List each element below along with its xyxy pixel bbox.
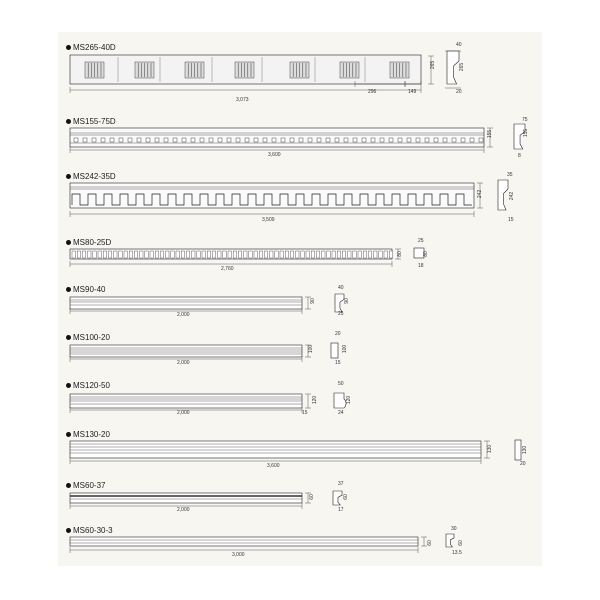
base-dimension: 15 <box>508 217 514 223</box>
bead-block <box>342 251 345 258</box>
dentil-block <box>353 138 357 142</box>
bead-block <box>259 251 262 258</box>
bead-block <box>72 251 75 258</box>
section-ms265-40d <box>447 51 459 84</box>
section-height-dimension: 60 <box>457 540 464 546</box>
dentil-block <box>326 138 330 142</box>
length-dimension: 2,000 <box>177 507 190 513</box>
dentil-block <box>182 138 186 142</box>
dentil-block <box>92 138 96 142</box>
bead-block <box>166 251 169 258</box>
height-dimension: 90 <box>309 298 316 304</box>
dentil-block <box>398 138 402 142</box>
dentil-block <box>479 138 483 142</box>
base-dimension: 24 <box>338 410 344 416</box>
bead-block <box>233 251 236 258</box>
dentil-block <box>263 138 267 142</box>
dentil-block <box>272 138 276 142</box>
bead-block <box>103 251 106 258</box>
bead-block <box>197 251 200 258</box>
bead-block <box>249 251 252 258</box>
dentil-block <box>290 138 294 142</box>
projection-dimension: 30 <box>451 526 457 532</box>
product-label-ms60-30-3: MS60-30-3 <box>66 526 113 535</box>
bead-block <box>270 251 273 258</box>
bead-block <box>119 251 122 258</box>
bead-block <box>212 251 215 258</box>
product-label-ms130-20: MS130-20 <box>66 430 110 439</box>
bead-block <box>207 251 210 258</box>
product-label-ms265-40d: MS265-40D <box>66 43 116 52</box>
dentil-block <box>461 138 465 142</box>
bead-block <box>306 251 309 258</box>
bead-block <box>316 251 319 258</box>
dentil-block <box>164 138 168 142</box>
section-ms60-37 <box>333 491 342 505</box>
section-ms60-30-3 <box>446 534 454 547</box>
bead-block <box>311 251 314 258</box>
bead-block <box>202 251 205 258</box>
bead-block <box>285 251 288 258</box>
bead-block <box>363 251 366 258</box>
bead-block <box>88 251 91 258</box>
projection-dimension: 75 <box>522 117 528 123</box>
dentil-block <box>335 138 339 142</box>
molding-ms100-20 <box>70 345 302 357</box>
bead-block <box>384 251 387 258</box>
bead-block <box>254 251 257 258</box>
section-ms120-50 <box>334 393 346 408</box>
bead-block <box>389 251 392 258</box>
projection-dimension: 40 <box>456 42 462 48</box>
section-height-dimension: 100 <box>342 344 349 354</box>
product-label-ms155-75d: MS155-75D <box>66 117 116 126</box>
length-dimension: 2,000 <box>177 410 190 416</box>
bead-block <box>176 251 179 258</box>
projection-dimension: 40 <box>338 285 344 291</box>
dentil-block <box>443 138 447 142</box>
dentil-block <box>128 138 132 142</box>
dentil-block <box>173 138 177 142</box>
molding-ms130-20 <box>70 441 481 458</box>
dentil-block <box>425 138 429 142</box>
bead-block <box>374 251 377 258</box>
height-dimension: 100 <box>308 344 315 354</box>
bead-block <box>290 251 293 258</box>
section-height-dimension: 120 <box>346 395 353 405</box>
base-dimension: 18 <box>418 263 424 269</box>
bead-block <box>140 251 143 258</box>
dentil-block <box>74 138 78 142</box>
dentil-block <box>470 138 474 142</box>
height-dimension: 265 <box>430 60 437 70</box>
length-dimension: 3,000 <box>232 552 245 558</box>
height-dimension: 80 <box>396 251 403 257</box>
section-height-dimension: 60 <box>342 494 349 500</box>
length-dimension: 2,000 <box>177 312 190 318</box>
bead-block <box>275 251 278 258</box>
bead-block <box>114 251 117 258</box>
bead-block <box>322 251 325 258</box>
bead-block <box>93 251 96 258</box>
dentil-block <box>110 138 114 142</box>
dentil-block <box>209 138 213 142</box>
dentil-block <box>407 138 411 142</box>
base-dimension: 20 <box>456 89 462 95</box>
base-dimension: 15 <box>302 410 308 416</box>
height-dimension: 60 <box>426 540 433 546</box>
projection-dimension: 35 <box>507 172 513 178</box>
projection-dimension: 50 <box>338 381 344 387</box>
section-ms242-35d <box>498 180 508 210</box>
molding-ms90-40 <box>70 297 302 309</box>
height-dimension: 155 <box>487 129 494 139</box>
dentil-block <box>254 138 258 142</box>
spacing-dimension: 296 <box>368 89 377 95</box>
section-height-dimension: 80 <box>422 251 429 257</box>
dentil-block <box>227 138 231 142</box>
bead-block <box>280 251 283 258</box>
product-label-ms120-50: MS120-50 <box>66 381 110 390</box>
bead-block <box>155 251 158 258</box>
bead-block <box>368 251 371 258</box>
dentil-block <box>434 138 438 142</box>
length-dimension: 2,000 <box>177 360 190 366</box>
bead-block <box>244 251 247 258</box>
dentil-block <box>380 138 384 142</box>
spacing-dimension: 149 <box>408 89 417 95</box>
bead-block <box>218 251 221 258</box>
bead-block <box>160 251 163 258</box>
dentil-block <box>308 138 312 142</box>
dentil-block <box>389 138 393 142</box>
section-height-dimension: 130 <box>522 445 529 455</box>
height-dimension: 60 <box>308 494 315 500</box>
dentil-block <box>362 138 366 142</box>
base-dimension: 17 <box>338 507 344 513</box>
dentil-block <box>371 138 375 142</box>
dentil-block <box>83 138 87 142</box>
dentil-block <box>281 138 285 142</box>
section-height-dimension: 242 <box>509 191 516 201</box>
bead-block <box>145 251 148 258</box>
bead-block <box>264 251 267 258</box>
section-ms100-20 <box>331 343 338 358</box>
section-height-dimension: 155 <box>523 128 530 138</box>
molding-ms60-30-3 <box>70 537 418 546</box>
dentil-block <box>200 138 204 142</box>
bead-block <box>353 251 356 258</box>
bead-block <box>129 251 132 258</box>
bead-block <box>77 251 80 258</box>
base-dimension: 25 <box>338 311 344 317</box>
dentil-block <box>452 138 456 142</box>
bead-block <box>327 251 330 258</box>
bead-block <box>186 251 189 258</box>
projection-dimension: 25 <box>418 238 424 244</box>
dentil-block <box>155 138 159 142</box>
bead-block <box>134 251 137 258</box>
bead-block <box>124 251 127 258</box>
height-dimension: 120 <box>312 395 319 405</box>
bead-block <box>181 251 184 258</box>
base-dimension: 15 <box>335 360 341 366</box>
length-dimension: 2,760 <box>221 266 234 272</box>
base-dimension: 8 <box>518 153 521 159</box>
product-label-ms100-20: MS100-20 <box>66 333 110 342</box>
dentil-block <box>218 138 222 142</box>
dentil-block <box>119 138 123 142</box>
bead-block <box>379 251 382 258</box>
length-dimension: 3,509 <box>262 217 275 223</box>
bead-block <box>296 251 299 258</box>
bead-block <box>301 251 304 258</box>
product-label-ms60-37: MS60-37 <box>66 481 105 490</box>
bead-block <box>337 251 340 258</box>
dentil-block <box>317 138 321 142</box>
bead-block <box>223 251 226 258</box>
dentil-block <box>299 138 303 142</box>
dentil-block <box>191 138 195 142</box>
bead-block <box>228 251 231 258</box>
length-dimension: 3,073 <box>236 97 249 103</box>
projection-dimension: 37 <box>338 481 344 487</box>
section-height-dimension: 90 <box>343 298 350 304</box>
height-dimension: 130 <box>487 444 494 454</box>
bead-block <box>332 251 335 258</box>
bead-block <box>108 251 111 258</box>
bead-block <box>82 251 85 258</box>
section-ms90-40 <box>335 294 344 312</box>
product-label-ms242-35d: MS242-35D <box>66 172 116 181</box>
height-dimension: 242 <box>477 189 484 199</box>
bead-block <box>238 251 241 258</box>
dentil-block <box>137 138 141 142</box>
product-label-ms90-40: MS90-40 <box>66 285 105 294</box>
section-height-dimension: 265 <box>459 62 466 72</box>
bead-block <box>348 251 351 258</box>
dentil-block <box>344 138 348 142</box>
dentil-block <box>245 138 249 142</box>
molding-ms155-75d <box>70 128 484 147</box>
bead-block <box>171 251 174 258</box>
dentil-block <box>101 138 105 142</box>
dentil-block <box>146 138 150 142</box>
bead-block <box>192 251 195 258</box>
section-ms130-20 <box>515 440 521 460</box>
bead-block <box>98 251 101 258</box>
projection-dimension: 20 <box>335 331 341 337</box>
base-dimension: 20 <box>520 461 526 467</box>
base-dimension: 13.5 <box>452 550 462 556</box>
dentil-block <box>236 138 240 142</box>
bead-block <box>150 251 153 258</box>
length-dimension: 3,600 <box>268 152 281 158</box>
bead-block <box>358 251 361 258</box>
dentil-block <box>416 138 420 142</box>
length-dimension: 3,600 <box>267 463 280 469</box>
product-label-ms80-25d: MS80-25D <box>66 238 111 247</box>
molding-ms60-37 <box>70 493 302 503</box>
